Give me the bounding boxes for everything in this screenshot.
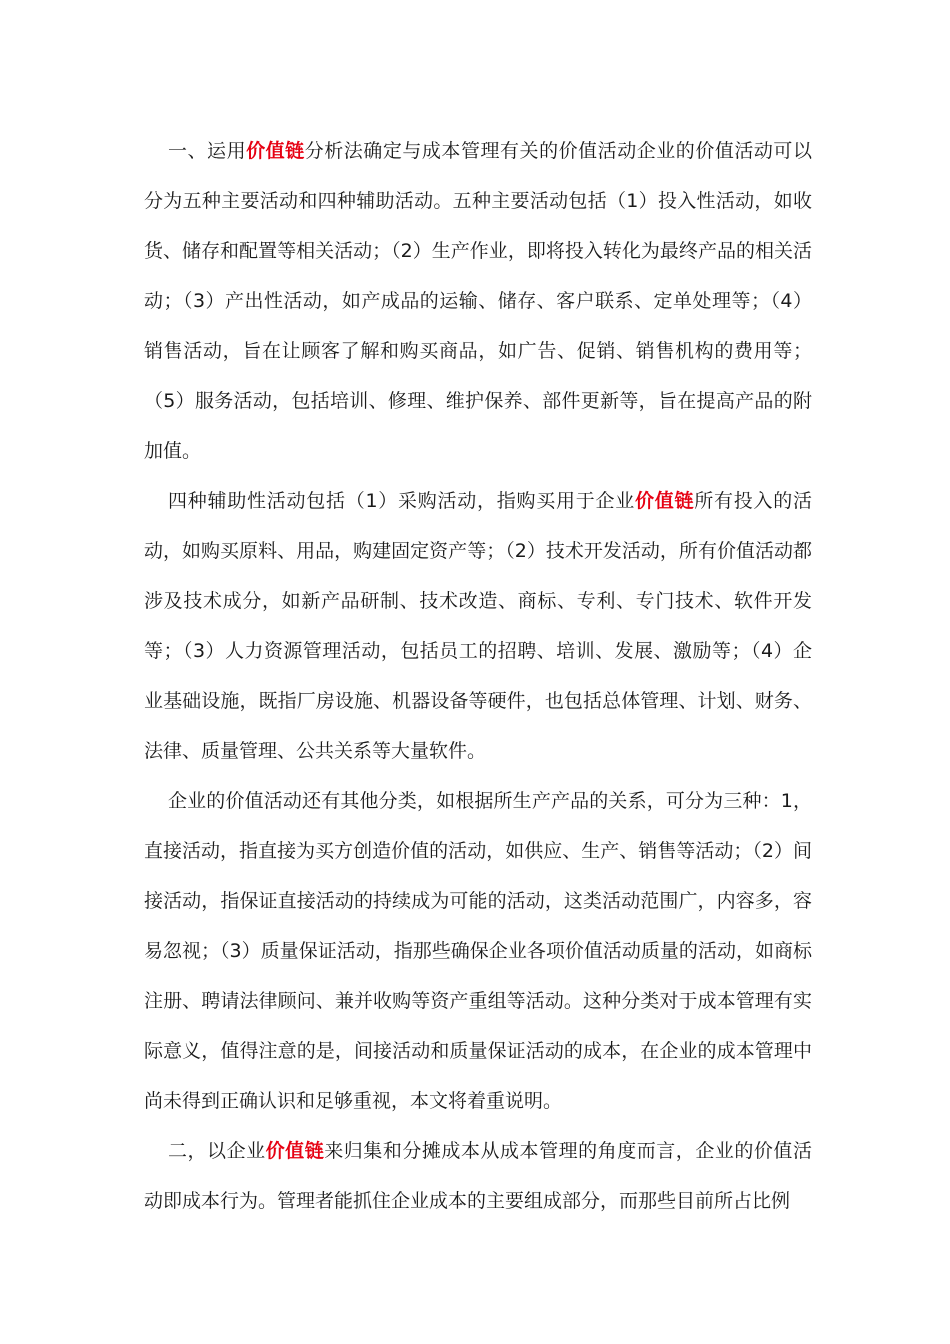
keyword-highlight: 价值链 xyxy=(635,490,695,512)
paragraph-text: 企业的价值活动还有其他分类，如根据所生产产品的关系，可分为三种：1，直接活动，指直接为买方创造价值的活动，如供应、生产、销售等活动；（2）间接活动，指保证直接活动的持续成为可能的活动，这类活动范围广，内容多，容易忽视；（3）质量保证活动，指那些确保企业各项价值活动质量的活动，如商标注册、聘请法律顾问、兼并收购等资产重组等活动。这种分类对于成本管理有实际意义，值得注意的是，间接活动和质量保证活动的成本，在企业的成本管理中尚未得到正确认识和足够重视，本文将着重说明。 xyxy=(144,790,812,1112)
document-page xyxy=(144,126,812,1226)
paragraph-text: 二，以企业 xyxy=(168,1140,266,1162)
paragraph-cost-allocation xyxy=(144,1126,812,1226)
paragraph-text: 分析法确定与成本管理有关的价值活动企业的价值活动可以分为五种主要活动和四种辅助活动。五种主要活动包括（1）投入性活动，如收货、储存和配置等相关活动；（2）生产作业，即将投入转化为最终产品的相关活动；（3）产出性活动，如产成品的运输、储存、客户联系、定单处理等；（4）销售活动，旨在让顾客了解和购买商品，如广告、促销、销售机构的费用等；（5）服务活动，包括培训、修理、维护保养、部件更新等，旨在提高产品的附加值。 xyxy=(144,140,812,462)
paragraph-primary-activities xyxy=(144,126,812,476)
keyword-highlight: 价值链 xyxy=(265,1140,325,1162)
paragraph-text: 所有投入的活动，如购买原料、用品，购建固定资产等；（2）技术开发活动，所有价值活动都涉及技术成分，如新产品研制、技术改造、商标、专利、专门技术、软件开发等；（3）人力资源管理活动，包括员工的招聘、培训、发展、激励等；（4）企业基础设施，既指厂房设施、机器设备等硬件，也包括总体管理、计划、财务、法律、质量管理、公共关系等大量软件。 xyxy=(144,490,812,762)
paragraph-other-classification xyxy=(144,776,812,1126)
paragraph-text: 四种辅助性活动包括（1）采购活动，指购买用于企业 xyxy=(168,490,635,512)
paragraph-text: 一、运用 xyxy=(168,140,247,162)
keyword-highlight: 价值链 xyxy=(246,140,305,162)
paragraph-support-activities xyxy=(144,476,812,776)
paragraph-text: 来归集和分摊成本从成本管理的角度而言，企业的价值活动即成本行为。管理者能抓住企业成本的主要组成部分，而那些目前所占比例 xyxy=(144,1140,812,1212)
